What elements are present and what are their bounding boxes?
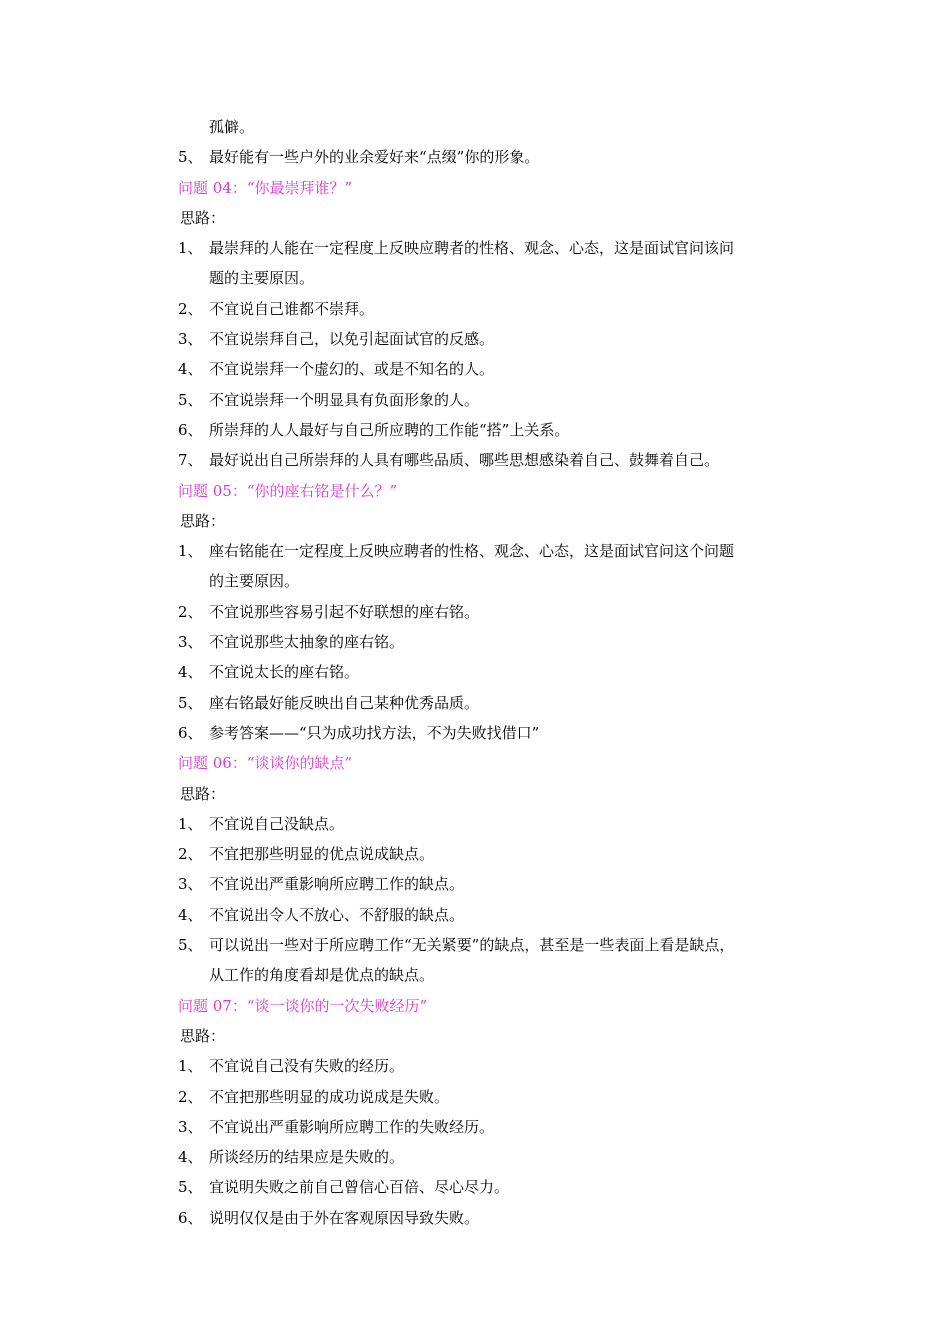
list-item (178, 627, 828, 657)
list-item (178, 445, 828, 475)
list-item (178, 354, 828, 384)
list-item (178, 869, 828, 899)
list-item (178, 839, 828, 869)
approach-label: 思路： (180, 208, 226, 227)
list-item (178, 1142, 828, 1172)
list-item-number: 3、 (178, 633, 203, 652)
list-item (178, 718, 828, 748)
list-item (178, 1082, 828, 1112)
list-item-number: 2、 (178, 1087, 203, 1106)
list-item-text: 所谈经历的结果应是失败的。 (209, 1148, 405, 1167)
list-item-text: 座右铭能在一定程度上反映应聘者的性格、观念、心态，这是面试官问这个问题 (209, 542, 735, 561)
list-item (178, 233, 828, 263)
list-item-text: 不宜把那些明显的优点说成缺点。 (209, 845, 435, 864)
list-item-text: 可以说出一些对于所应聘工作“无关紧要”的缺点，甚至是一些表面上看是缺点， (209, 936, 735, 955)
list-item-number: 2、 (178, 299, 203, 318)
list-item-number: 1、 (178, 814, 203, 833)
list-item-text: 最好能有一些户外的业余爱好来“点缀”你的形象。 (209, 148, 540, 167)
list-item-text: 不宜说出严重影响所应聘工作的缺点。 (209, 875, 465, 894)
list-item-number: 3、 (178, 875, 203, 894)
list-item (178, 1203, 828, 1233)
list-item-number: 5、 (178, 148, 203, 167)
list-item-text: 宜说明失败之前自己曾信心百倍、尽心尽力。 (209, 1178, 510, 1197)
list-item-number: 3、 (178, 1117, 203, 1136)
list-item-continuation: 孤僻。 (209, 118, 255, 136)
question-heading: 问题 06：“谈谈你的缺点” (178, 754, 353, 773)
list-item-number: 1、 (178, 239, 203, 258)
list-item-number: 4、 (178, 663, 203, 682)
list-item-number: 5、 (178, 936, 203, 955)
list-item-text: 不宜把那些明显的成功说成是失败。 (209, 1087, 450, 1106)
list-item-number: 2、 (178, 602, 203, 621)
list-item-number: 4、 (178, 360, 203, 379)
list-item-number: 1、 (178, 1057, 203, 1076)
list-item (178, 536, 828, 566)
list-item (178, 1172, 828, 1202)
list-item (178, 415, 828, 445)
list-item (178, 1112, 828, 1142)
list-item-number: 5、 (178, 693, 203, 712)
list-item-text: 不宜说自己没缺点。 (209, 814, 345, 833)
list-item-number: 2、 (178, 845, 203, 864)
list-item-text: 不宜说崇拜一个虚幻的、或是不知名的人。 (209, 360, 495, 379)
list-item-number: 7、 (178, 451, 203, 470)
list-item-continuation: 从工作的角度看却是优点的缺点。 (209, 966, 435, 985)
list-item (178, 597, 828, 627)
list-item-text: 所崇拜的人人最好与自己所应聘的工作能“搭”上关系。 (209, 420, 570, 439)
list-item (178, 324, 828, 354)
list-item-text: 不宜说崇拜自己，以免引起面试官的反感。 (209, 330, 495, 349)
question-heading: 问题 07：“谈一谈你的一次失败经历” (178, 996, 428, 1015)
list-item-number: 4、 (178, 905, 203, 924)
list-item-text: 不宜说那些太抽象的座右铭。 (209, 633, 405, 652)
list-item-number: 6、 (178, 420, 203, 439)
list-item-text: 不宜说出令人不放心、不舒服的缺点。 (209, 905, 465, 924)
list-item-text: 说明仅仅是由于外在客观原因导致失败。 (209, 1208, 480, 1227)
list-item-number: 6、 (178, 1208, 203, 1227)
list-item-text: 座右铭最好能反映出自己某种优秀品质。 (209, 693, 480, 712)
list-item-number: 1、 (178, 542, 203, 561)
list-item-text: 最好说出自己所崇拜的人具有哪些品质、哪些思想感染着自己、鼓舞着自己。 (209, 451, 720, 470)
list-item-number: 4、 (178, 1148, 203, 1167)
list-item-continuation: 题的主要原因。 (209, 269, 315, 288)
list-item-text: 不宜说自己谁都不崇拜。 (209, 299, 375, 318)
list-item (178, 688, 828, 718)
list-item (178, 1051, 828, 1081)
list-item-text: 不宜说崇拜一个明显具有负面形象的人。 (209, 390, 480, 409)
approach-label: 思路： (180, 784, 226, 803)
list-item (178, 900, 828, 930)
list-item-number: 5、 (178, 390, 203, 409)
question-heading: 问题 05：“你的座右铭是什么？” (178, 481, 398, 500)
list-item (178, 142, 828, 172)
approach-label: 思路： (180, 1026, 226, 1045)
list-item-number: 5、 (178, 1178, 203, 1197)
list-item (178, 294, 828, 324)
list-item-text: 不宜说自己没有失败的经历。 (209, 1057, 405, 1076)
list-item-number: 6、 (178, 723, 203, 742)
list-item (178, 657, 828, 687)
approach-label: 思路： (180, 511, 226, 530)
list-item-text: 不宜说太长的座右铭。 (209, 663, 360, 682)
list-item (178, 809, 828, 839)
list-item-text: 参考答案——“只为成功找方法，不为失败找借口” (209, 723, 540, 742)
question-heading: 问题 04：“你最崇拜谁？” (178, 178, 353, 197)
list-item (178, 385, 828, 415)
list-item-text: 最崇拜的人能在一定程度上反映应聘者的性格、观念、心态，这是面试官问该问 (209, 239, 735, 258)
list-item-continuation: 的主要原因。 (209, 572, 300, 591)
document-content (178, 112, 828, 1233)
list-item-number: 3、 (178, 330, 203, 349)
list-item (178, 930, 828, 960)
list-item-text: 不宜说出严重影响所应聘工作的失败经历。 (209, 1117, 495, 1136)
list-item-text: 不宜说那些容易引起不好联想的座右铭。 (209, 602, 480, 621)
